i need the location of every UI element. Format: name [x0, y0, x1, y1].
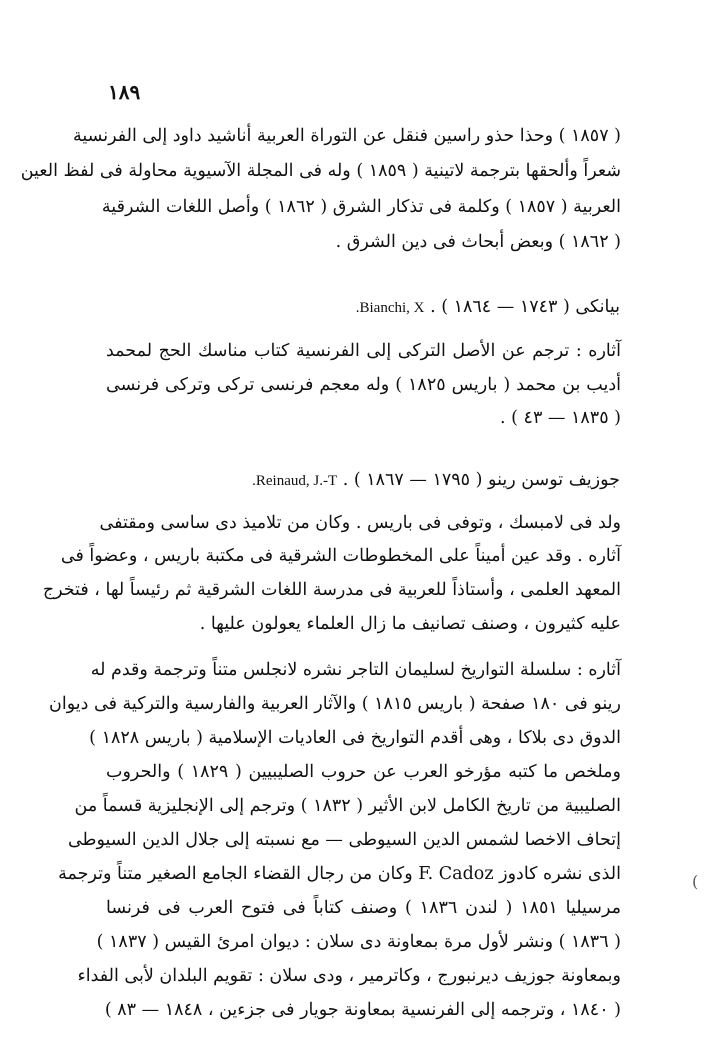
- text-line: أديب بن محمد ( باريس ١٨٢٥ ) وله معجم فرنسى تركى وتركى فرنسى: [106, 375, 621, 395]
- heading-arabic: جوزيف توسن رينو ( ١٧٩٥ — ١٨٦٧ ) .: [342, 470, 620, 490]
- text-line: ( ١٨٣٥ — ٤٣ ) .: [500, 408, 621, 428]
- entry-heading-reinaud: [100, 469, 620, 492]
- heading-latin: Reinaud, J.-T.: [252, 473, 338, 489]
- text-line: الصليبية من تاريخ الكامل لابن الأثير ( ١٨٣٢ ) وترجم إلى الإنجليزية قسماً من: [74, 796, 621, 816]
- text-line: ولد فى لامبسك ، وتوفى فى باريس . وكان من تلاميذ دى ساسى ومقتفى: [99, 513, 621, 533]
- text-line: الذى نشره كادوز F. Cadoz وكان من رجال القضاء الجامع الصغير متناً وترجمة: [58, 864, 621, 884]
- page-number: ١٨٩: [108, 80, 141, 104]
- heading-latin: Bianchi, X.: [355, 300, 425, 316]
- text-line: العربية ( ١٨٥٧ ) وكلمة فى تذكار الشرق ( ١٨٦٢ ) وأصل اللغات الشرقية: [101, 197, 621, 217]
- heading-arabic: بيانكى ( ١٧٤٣ — ١٨٦٤ ) .: [430, 297, 620, 317]
- text-line: وملخص ما كتبه مؤرخو العرب عن حروب الصليبيين ( ١٨٢٩ ) والحروب: [106, 762, 621, 782]
- text-line: المعهد العلمى ، وأستاذاً للعربية فى مدرسة اللغات الشرقية ثم رئيساً لها ، فتخرج: [42, 580, 621, 600]
- text-line: ( ١٨٣٦ ) ونشر لأول مرة بمعاونة دى سلان : ديوان امرئ القيس ( ١٨٣٧ ): [96, 932, 621, 952]
- margin-mark: (: [692, 872, 699, 891]
- text-line: عليه كثيرون ، وصنف تصانيف ما زال العلماء يعولون عليها .: [199, 614, 621, 634]
- text-line: الدوق دى بلاكا ، وهى أقدم التواريخ فى العاديات الإسلامية ( باريس ١٨٢٨ ): [89, 728, 621, 748]
- text-line: مرسيليا ١٨٥١ ( لندن ١٨٣٦ ) وصنف كتاباً فى فتوح العرب فى فرنسا: [106, 898, 622, 918]
- text-line: آثاره : ترجم عن الأصل التركى إلى الفرنسية كتاب مناسك الحج لمحمد: [106, 341, 621, 361]
- text-line: وبمعاونة جوزيف ديرنبورج ، وكاترمير ، ودى سلان : تقويم البلدان لأبى الفداء: [77, 966, 621, 986]
- text-line: آثاره . وقد عين أميناً على المخطوطات الشرقية فى مكتبة باريس ، وعضواً فى: [60, 546, 621, 566]
- text-line: شعراً وألحقها بترجمة لاتينية ( ١٨٥٩ ) وله فى المجلة الآسيوية محاولة فى لفظ العين: [20, 161, 621, 181]
- text-line: إتحاف الاخصا لشمس الدين السيوطى — مع نسبته إلى جلال الدين السيوطى: [67, 830, 621, 850]
- text-line: ( ١٨٥٧ ) وحذا حذو راسين فنقل عن التوراة العربية أناشيد داود إلى الفرنسية: [73, 126, 621, 146]
- text-line: آثاره : سلسلة التواريخ لسليمان التاجر نشره لانجلس متناً وترجمة وقدم له: [90, 660, 621, 680]
- text-line: ( ١٨٦٢ ) وبعض أبحاث فى دين الشرق .: [335, 232, 621, 252]
- entry-heading-bianchi: [100, 296, 620, 319]
- text-line: رينو فى ١٨٠ صفحة ( باريس ١٨١٥ ) والآثار العربية والفارسية والتركية فى ديوان: [49, 694, 621, 714]
- text-line: ( ١٨٤٠ ، وترجمه إلى الفرنسية بمعاونة جويار فى جزءين ، ١٨٤٨ — ٨٣ ): [104, 1000, 621, 1020]
